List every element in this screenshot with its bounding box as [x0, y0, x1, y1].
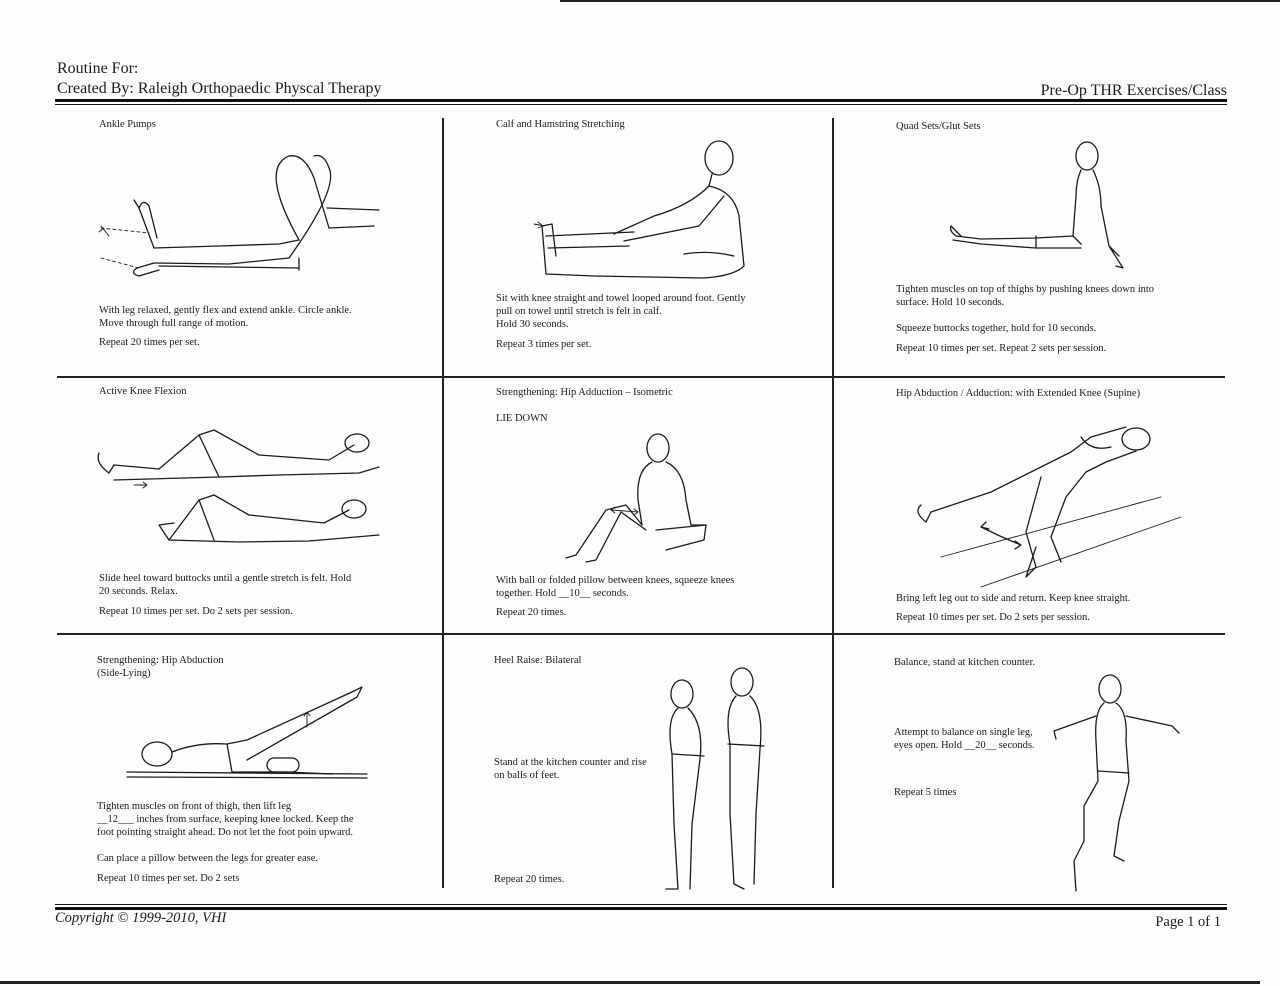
column-divider-1 — [442, 118, 444, 888]
exercise-ankle-pumps — [99, 118, 439, 368]
footer-rule-thick — [55, 907, 1227, 910]
footer-rule — [55, 904, 1227, 905]
exercise-title: Quad Sets/Glut Sets — [896, 121, 981, 132]
exercise-instructions: With leg relaxed, gently flex and extend ankle. Circle ankle. Move through full range of motion. — [99, 305, 352, 329]
quad-sets-illustration — [941, 136, 1141, 276]
exercise-subtitle: LIE DOWN — [496, 413, 548, 424]
page-number: Page 1 of 1 — [1155, 914, 1221, 930]
copyright-notice: Copyright © 1999-2010, VHI — [55, 910, 227, 926]
exercise-repeat: Repeat 20 times. — [494, 874, 565, 885]
exercise-hip-abduction-adduction-supine — [896, 387, 1226, 630]
exercise-instructions: Stand at the kitchen counter and rise on balls of feet. — [494, 757, 647, 781]
exercise-instructions: Bring left leg out to side and return. Keep knee straight. — [896, 593, 1131, 604]
exercise-title: Balance, stand at kitchen counter. — [894, 657, 1036, 668]
exercise-title: Hip Abduction / Adduction: with Extended Knee (Supine) — [896, 388, 1141, 399]
exercise-repeat: Repeat 3 times per set. — [496, 339, 592, 350]
heel-raise-illustration — [664, 664, 784, 884]
exercise-active-knee-flexion — [99, 385, 439, 630]
exercise-repeat: Repeat 10 times per set. Repeat 2 sets per session. — [896, 343, 1107, 354]
calf-stretch-illustration — [534, 136, 794, 296]
exercise-repeat: Repeat 20 times. — [496, 607, 567, 618]
exercise-repeat: Repeat 10 times per set. Do 2 sets per session. — [896, 612, 1090, 623]
exercise-calf-hamstring-stretching — [496, 118, 826, 368]
exercise-title: Calf and Hamstring Stretching — [496, 119, 625, 130]
exercise-repeat: Repeat 10 times per set. Do 2 sets per session. — [99, 606, 293, 617]
hip-adduction-illustration — [566, 430, 716, 565]
column-divider-2 — [832, 118, 834, 888]
exercise-instructions: Slide heel toward buttocks until a gentle stretch is felt. Hold 20 seconds. Relax. — [99, 573, 352, 597]
exercise-heel-raise-bilateral — [494, 654, 824, 889]
knee-flexion-illustration — [99, 405, 389, 565]
exercise-repeat: Repeat 10 times per set. Do 2 sets — [97, 873, 240, 884]
exercise-title: Strengthening: Hip Abduction (Side-Lying) — [97, 655, 224, 679]
routine-for-label: Routine For: — [57, 60, 139, 77]
exercise-instructions: Tighten muscles on front of thigh, then lift leg __12___ inches from surface, keeping knee locked. Keep the foot pointing straight ahead. Do not let the foot poin upward. Can place a pillow between the legs for greater ease. — [97, 801, 354, 864]
exercise-instructions: Tighten muscles on top of thighs by pushing knees down into surface. Hold 10 seconds. Squeeze buttocks together, hold for 10 seconds. — [896, 284, 1155, 334]
created-by-label: Created By: Raleigh Orthopaedic Physcal Therapy — [57, 80, 382, 97]
hip-abduction-supine-illustration — [911, 417, 1181, 577]
exercise-quad-glut-sets — [896, 118, 1226, 368]
row-divider-2 — [57, 633, 1225, 635]
side-lying-abduction-illustration — [117, 682, 387, 792]
ankle-pumps-illustration — [99, 148, 389, 298]
exercise-repeat: Repeat 5 times — [894, 787, 957, 798]
exercise-repeat: Repeat 20 times per set. — [99, 337, 200, 348]
exercise-instructions: With ball or folded pillow between knees, squeeze knees together. Hold __10__ seconds. — [496, 575, 735, 599]
exercise-single-leg-balance — [894, 656, 1224, 889]
header-rule — [55, 99, 1227, 102]
exercise-title: Active Knee Flexion — [99, 386, 187, 397]
program-title: Pre-Op THR Exercises/Class — [1040, 82, 1227, 99]
exercise-title: Strengthening: Hip Adduction – Isometric — [496, 387, 673, 398]
balance-illustration — [1054, 671, 1204, 886]
scan-edge-top — [560, 0, 1280, 2]
exercise-instructions: Attempt to balance on single leg, eyes open. Hold __20__ seconds. — [894, 727, 1035, 751]
exercise-title: Ankle Pumps — [99, 119, 156, 130]
exercise-instructions: Sit with knee straight and towel looped around foot. Gently pull on towel until stretch is felt in calf. Hold 30 seconds. — [496, 293, 746, 330]
scan-edge-bottom — [0, 981, 1260, 984]
exercise-title: Heel Raise: Bilateral — [494, 655, 582, 666]
header-rule-thin — [55, 104, 1227, 105]
exercise-hip-abduction-side-lying — [97, 654, 437, 889]
exercise-hip-adduction-isometric — [496, 385, 826, 630]
row-divider-1 — [57, 376, 1225, 378]
